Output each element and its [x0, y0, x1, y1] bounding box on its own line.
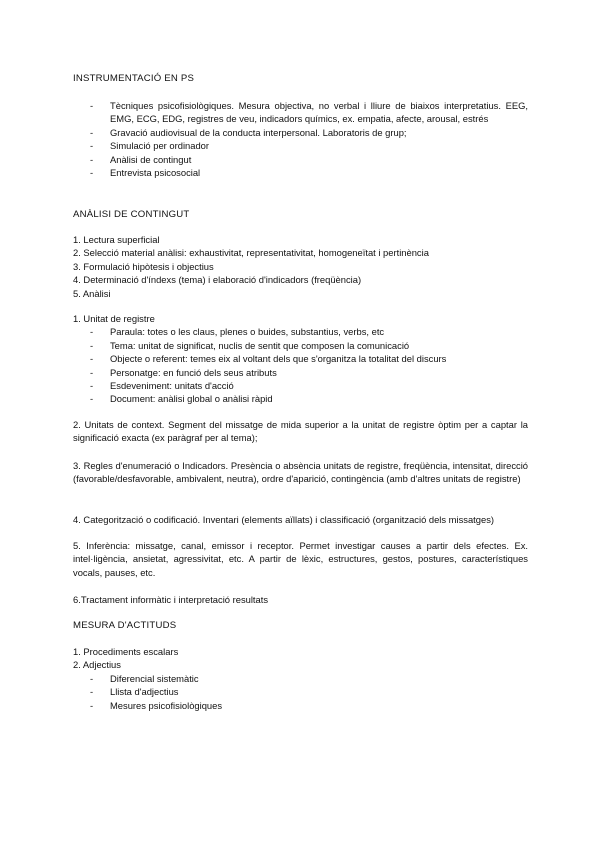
list-item-text: Gravació audiovisual de la conducta interpersonal. Laboratoris de grup; [110, 126, 407, 138]
analisi-steps [73, 233, 528, 300]
list-item-text: Objecte o referent: temes eix al voltant dels que s'organitza la totalitat del discurs [110, 353, 447, 365]
dash-bullet: - [90, 686, 94, 698]
mesura-steps [73, 645, 528, 712]
list-item [73, 366, 528, 379]
unitat-registre [73, 312, 528, 406]
dash-bullet: - [90, 126, 94, 138]
list-item [73, 699, 528, 712]
list-item [73, 685, 528, 698]
list-item [73, 166, 528, 179]
list-item [73, 352, 528, 365]
unitat-list [73, 325, 528, 405]
section-title-instrumentacio: INSTRUMENTACIÓ EN PS [73, 73, 195, 84]
paragraph-tractament: 6.Tractament informàtic i interpretació resultats [73, 594, 269, 605]
list-item [73, 126, 528, 139]
dash-bullet: - [90, 100, 94, 111]
list-item-text: Paraula: totes o les claus, plenes o buides, substantius, verbs, etc [110, 326, 385, 338]
list-item [73, 153, 528, 166]
list-item-text: Document: anàlisi global o anàlisi ràpid [110, 393, 273, 405]
dash-bullet: - [90, 393, 94, 405]
unitat-title: 1. Unitat de registre [73, 313, 155, 324]
step-item: 2. Adjectius [73, 659, 121, 671]
dash-bullet: - [90, 153, 94, 165]
list-item-text: Anàlisi de contingut [110, 153, 192, 165]
dash-bullet: - [90, 167, 94, 179]
list-item-text: Mesures psicofisiològiques [110, 699, 223, 711]
step-item: 3. Formulació hipòtesis i objectius [73, 260, 214, 272]
mesura-list [73, 672, 528, 712]
dash-bullet: - [90, 699, 94, 711]
list-item [73, 672, 528, 685]
section-title-analisi: ANÀLISI DE CONTINGUT [73, 209, 190, 220]
step-item: 2. Selecció material anàlisi: exhaustivitat, representativitat, homogeneïtat i pertinència [73, 247, 429, 259]
dash-bullet: - [90, 353, 94, 365]
list-item-text: Esdeveniment: unitats d'acció [110, 380, 234, 392]
list-item-text: Diferencial sistemàtic [110, 672, 199, 684]
paragraph-unitats-context: 2. Unitats de context. Segment del missatge de mida superior a la unitat de registre òptim per a captar la significació exacta (ex paràgraf per al tema); [73, 419, 528, 444]
section-title-mesura: MESURA D'ACTITUDS [73, 620, 177, 631]
dash-bullet: - [90, 326, 94, 338]
dash-bullet: - [90, 366, 94, 378]
list-item [73, 392, 528, 405]
paragraph-regles-enumeracio: 3. Regles d'enumeració o Indicadors. Presència o absència unitats de registre, freqüència, intensitat, direcció (favorable/desfavorable, ambivalent, neutra), ordre d'aparició, contingència (amb d'altres unitats de registre) [73, 460, 528, 485]
dash-bullet: - [90, 140, 94, 152]
paragraph-categoritzacio: 4. Categorització o codificació. Inventari (elements aïllats) i classificació (organització dels missatges) [73, 514, 495, 525]
paragraph-inferencia: 5. Inferència: missatge, canal, emissor i receptor. Permet investigar causes a partir dels efectes. Ex. intel·ligència, ansietat, agressivitat, etc. A partir de lèxic, estructures, gestos, postures, característiques vocals, pauses, etc. [73, 540, 528, 578]
list-item-text: Entrevista psicosocial [110, 167, 201, 179]
list-item [73, 379, 528, 392]
list-item [73, 339, 528, 352]
instrumentacio-list [73, 99, 528, 179]
list-item-text: Simulació per ordinador [110, 140, 210, 152]
step-item: 1. Lectura superficial [73, 234, 160, 245]
list-item [73, 139, 528, 152]
dash-bullet: - [90, 380, 94, 392]
dash-bullet: - [90, 339, 94, 351]
list-item-text: Llista d'adjectius [110, 686, 179, 698]
list-item [73, 99, 528, 126]
list-item [73, 325, 528, 338]
list-item-text: Tema: unitat de significat, nuclis de sentit que composen la comunicació [110, 339, 410, 351]
dash-bullet: - [90, 672, 94, 684]
step-item: 5. Anàlisi [73, 287, 111, 299]
step-item: 4. Determinació d'índexs (tema) i elaboració d'indicadors (freqüència) [73, 274, 362, 286]
list-item-text: Personatge: en funció dels seus atributs [110, 366, 277, 378]
list-item-text: Tècniques psicofisiològiques. Mesura objectiva, no verbal i lliure de biaixos interpretatius. EEG, EMG, ECG, EDG, registres de veu, indicadors químics, ex. empatia, afecte, arousal, estrés [110, 100, 528, 125]
step-item: 1. Procediments escalars [73, 646, 179, 657]
